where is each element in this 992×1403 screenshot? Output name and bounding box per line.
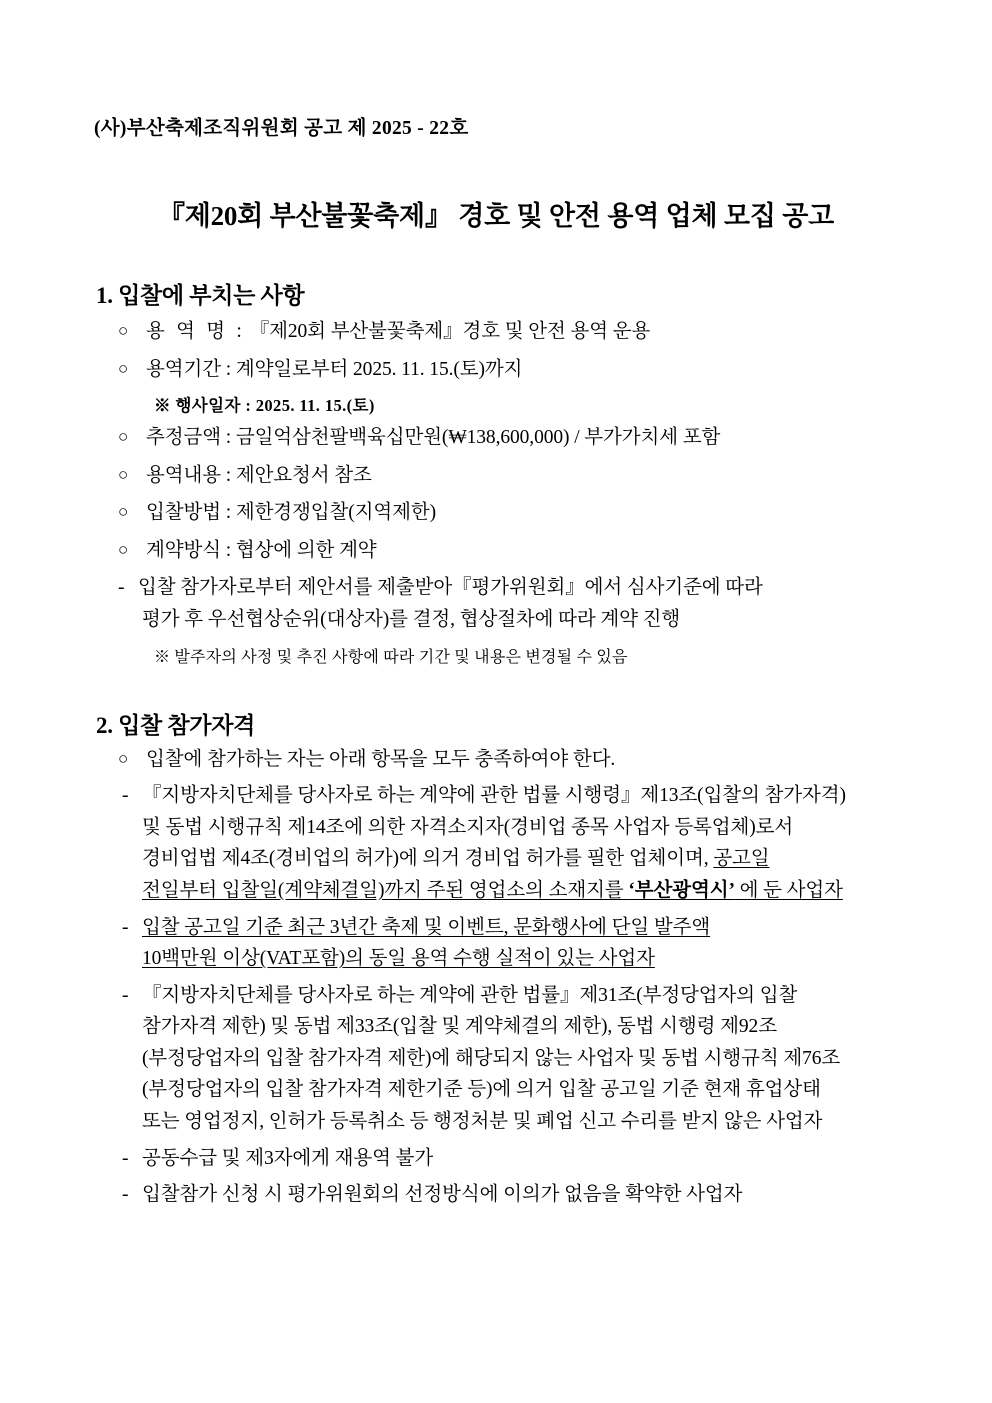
dash-bullet-icon: - bbox=[122, 1184, 129, 1206]
item-label: 용 역 명 : bbox=[146, 321, 245, 342]
circle-bullet-icon: ○ bbox=[118, 502, 129, 522]
item-text-continued: (부정당업자의 입찰 참가자격 제한)에 해당되지 않는 사업자 및 동법 시행규칙 제76조 bbox=[142, 1047, 841, 1069]
list-item bbox=[118, 497, 902, 529]
dash-bullet-icon: - bbox=[122, 1147, 129, 1169]
list-item bbox=[118, 535, 902, 567]
item-label: 용역내용 : bbox=[146, 464, 232, 486]
section-2-body bbox=[90, 744, 902, 1211]
list-item bbox=[122, 912, 902, 944]
item-text: 입찰 공고일 기준 최근 3년간 축제 및 이벤트, 문화행사에 단일 발주액 bbox=[142, 916, 711, 938]
item-text: 입찰 참가자로부터 제안서를 제출받아『평가위원회』에서 심사기준에 따라 bbox=[138, 577, 763, 599]
circle-bullet-icon: ○ bbox=[118, 358, 129, 378]
item-text: 제안요청서 참조 bbox=[235, 464, 372, 486]
item-text-continued: 또는 영업정지, 인허가 등록취소 등 행정처분 및 폐업 신고 수리를 받지 않은 사업자 bbox=[142, 1110, 823, 1132]
list-item bbox=[118, 316, 902, 348]
item-text-continued: 참가자격 제한) 및 동법 제33조(입찰 및 계약체결의 제한), 동법 시행령 제92조 bbox=[142, 1016, 777, 1038]
section-1-body bbox=[90, 316, 902, 667]
item-text: 공동수급 및 제3자에게 재용역 불가 bbox=[142, 1147, 434, 1169]
item-text-continued: 10백만원 이상(VAT포함)의 동일 용역 수행 실적이 있는 사업자 bbox=[142, 948, 655, 970]
note-text: 발주자의 사정 및 추진 사항에 따라 기간 및 내용은 변경될 수 있음 bbox=[174, 648, 628, 666]
item-text: 『지방자치단체를 당사자로 하는 계약에 관한 법률 시행령』제13조(입찰의 참가자격) bbox=[142, 785, 846, 807]
section-2-heading: 2. 입찰 참가자격 bbox=[96, 712, 256, 738]
note-text: 2025. 11. 15.(토) bbox=[255, 396, 375, 416]
circle-bullet-icon: ○ bbox=[118, 427, 129, 447]
note-label: 행사일자 : bbox=[175, 396, 252, 416]
document-number: (사)부산축제조직위원회 공고 제 2025 - 22호 bbox=[94, 118, 469, 139]
circle-bullet-icon: ○ bbox=[118, 539, 129, 559]
circle-bullet-icon: ○ bbox=[118, 464, 129, 484]
list-item bbox=[122, 1179, 902, 1211]
item-text-continued: 전일부터 입찰일(계약체결일)까지 주된 영업소의 소재지를 ‘부산광역시’ 에 둔 사업자 bbox=[142, 879, 843, 901]
item-text-continued: 및 동법 시행규칙 제14조에 의한 자격소지자(경비업 종목 사업자 등록업체)로서 bbox=[142, 816, 794, 838]
list-item bbox=[118, 460, 902, 492]
dash-bullet-icon: - bbox=[122, 785, 129, 807]
note-change-clause bbox=[154, 644, 902, 667]
list-item bbox=[118, 354, 902, 386]
list-item bbox=[118, 572, 902, 604]
list-item bbox=[122, 980, 902, 1012]
item-text: 금일억삼천팔백육십만원(₩138,600,000) / 부가가치세 포함 bbox=[235, 427, 721, 449]
dash-bullet-icon: - bbox=[122, 984, 129, 1006]
list-item bbox=[118, 744, 902, 776]
item-label: 용역기간 : bbox=[146, 358, 232, 380]
dash-bullet-icon: - bbox=[122, 916, 129, 938]
page-title: 『제20회 부산불꽃축제』 경호 및 안전 용역 업체 모집 공고 bbox=[157, 201, 835, 231]
circle-bullet-icon: ○ bbox=[118, 321, 129, 340]
item-label: 계약방식 : bbox=[146, 539, 232, 561]
item-text-continued: (부정당업자의 입찰 참가자격 제한기준 등)에 의거 입찰 공고일 기준 현재 휴업상태 bbox=[142, 1079, 821, 1101]
note-event-date bbox=[154, 392, 902, 416]
item-text: 『제20회 부산불꽃축제』경호 및 안전 용역 운용 bbox=[249, 321, 651, 342]
item-label: 추정금액 : bbox=[146, 427, 232, 449]
item-text: 『지방자치단체를 당사자로 하는 계약에 관한 법률』제31조(부정당업자의 입찰 bbox=[142, 984, 798, 1006]
item-text: 협상에 의한 계약 bbox=[235, 539, 377, 561]
dash-bullet-icon: - bbox=[118, 577, 125, 599]
item-text-continued: 경비업법 제4조(경비업의 허가)에 의거 경비업 허가를 필한 업체이며, 공고일 bbox=[142, 848, 770, 870]
list-item bbox=[122, 780, 902, 812]
reference-mark-icon: ※ bbox=[154, 648, 171, 666]
item-label: 입찰방법 : bbox=[146, 502, 232, 524]
item-text-continued: 평가 후 우선협상순위(대상자)를 결정, 협상절차에 따라 계약 진행 bbox=[142, 609, 681, 631]
item-text: 입찰에 참가하는 자는 아래 항목을 모두 충족하여야 한다. bbox=[146, 748, 616, 770]
list-item bbox=[122, 1143, 902, 1175]
item-text: 계약일로부터 2025. 11. 15.(토)까지 bbox=[235, 358, 523, 380]
list-item bbox=[118, 422, 902, 454]
item-text: 제한경쟁입찰(지역제한) bbox=[235, 502, 436, 524]
section-1-heading: 1. 입찰에 부치는 사항 bbox=[96, 283, 305, 308]
reference-mark-icon: ※ bbox=[154, 396, 171, 416]
circle-bullet-icon: ○ bbox=[118, 748, 129, 768]
item-text: 입찰참가 신청 시 평가위원회의 선정방식에 이의가 없음을 확약한 사업자 bbox=[142, 1184, 743, 1206]
